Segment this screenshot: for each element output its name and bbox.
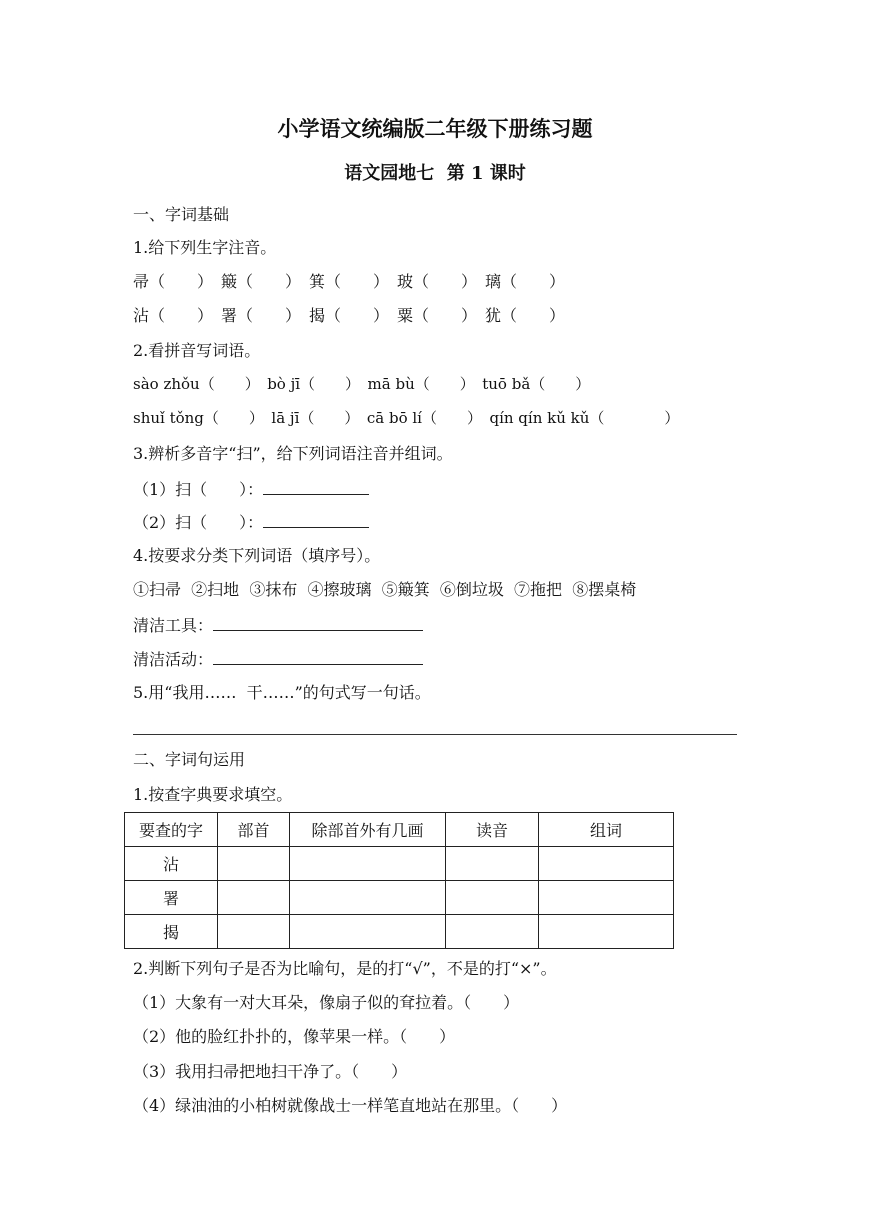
table-empty-cell[interactable]	[539, 847, 674, 881]
s2-q2-item: （3）我用扫帚把地扫干净了。（ ）	[133, 1062, 408, 1081]
page-title: 小学语文统编版二年级下册练习题	[277, 116, 593, 141]
q1-row2: 沾（ ） 署（ ） 揭（ ） 粟（ ） 犹（ ）	[133, 306, 566, 325]
q4-options: ①扫帚 ②扫地 ③抹布 ④擦玻璃 ⑤簸箕 ⑥倒垃圾 ⑦拖把 ⑧摆桌椅	[133, 580, 637, 599]
table-empty-cell[interactable]	[539, 881, 674, 915]
q3-item2-label: （2）扫（ ）：	[133, 513, 264, 532]
q3-item1-answer-line[interactable]	[263, 479, 369, 495]
q3-item2	[133, 512, 369, 533]
q3-item1	[133, 479, 369, 500]
q5-answer-line[interactable]	[133, 734, 737, 735]
table-header-cell: 部首	[218, 813, 290, 847]
table-empty-cell[interactable]	[446, 915, 539, 949]
table-char-cell: 沾	[125, 847, 218, 881]
table-row	[125, 847, 674, 881]
table-empty-cell[interactable]	[290, 847, 446, 881]
q1-row1: 帚（ ） 簸（ ） 箕（ ） 玻（ ） 璃（ ）	[133, 272, 566, 291]
q3-item1-label: （1）扫（ ）：	[133, 480, 264, 499]
table-empty-cell[interactable]	[218, 881, 290, 915]
table-header-cell: 读音	[446, 813, 539, 847]
q5-prompt: 5.用“我用…… 干……”的句式写一句话。	[133, 683, 431, 702]
page-subtitle: 语文园地七 第 1 课时	[344, 163, 526, 184]
table-header-cell: 要查的字	[125, 813, 218, 847]
q4-activities-label: 清洁活动：	[133, 650, 214, 669]
table-empty-cell[interactable]	[539, 915, 674, 949]
s2-q1-prompt: 1.按查字典要求填空。	[133, 785, 293, 804]
table-char-cell: 揭	[125, 915, 218, 949]
q4-activities-answer-line[interactable]	[213, 649, 423, 665]
q3-item2-answer-line[interactable]	[263, 512, 369, 528]
table-empty-cell[interactable]	[218, 915, 290, 949]
section1-heading: 一、字词基础	[133, 205, 230, 224]
dictionary-table	[124, 812, 674, 949]
q3-prompt: 3.辨析多音字“扫”，给下列词语注音并组词。	[133, 444, 453, 463]
table-row	[125, 881, 674, 915]
q4-tools-answer-line[interactable]	[213, 615, 423, 631]
section2-heading: 二、字词句运用	[133, 750, 246, 769]
s2-q2-prompt: 2.判断下列句子是否为比喻句，是的打“√”，不是的打“×”。	[133, 959, 557, 978]
q4-activities	[133, 649, 423, 670]
q1-prompt: 1.给下列生字注音。	[133, 238, 277, 257]
table-empty-cell[interactable]	[290, 915, 446, 949]
table-header-row	[125, 813, 674, 847]
q2-row1: sào zhǒu（ ） bò jī（ ） mā bù（ ） tuō bǎ（ ）	[133, 375, 591, 393]
q2-prompt: 2.看拼音写词语。	[133, 341, 261, 360]
q2-row2: shuǐ tǒng（ ） lā jī（ ） cā bō lí（ ） qín qín kǔ kǔ（ ）	[133, 409, 680, 427]
s2-q2-item: （4）绿油油的小柏树就像战士一样笔直地站在那里。（ ）	[133, 1096, 568, 1115]
table-empty-cell[interactable]	[290, 881, 446, 915]
table-header-cell: 除部首外有几画	[290, 813, 446, 847]
q4-prompt: 4.按要求分类下列词语（填序号）。	[133, 546, 381, 565]
table-char-cell: 署	[125, 881, 218, 915]
q4-tools	[133, 615, 423, 636]
table-row	[125, 915, 674, 949]
table-empty-cell[interactable]	[446, 847, 539, 881]
table-empty-cell[interactable]	[446, 881, 539, 915]
s2-q2-item: （2）他的脸红扑扑的，像苹果一样。（ ）	[133, 1027, 456, 1046]
table-header-cell: 组词	[539, 813, 674, 847]
q4-tools-label: 清洁工具：	[133, 616, 214, 635]
s2-q2-item: （1）大象有一对大耳朵，像扇子似的耷拉着。（ ）	[133, 993, 520, 1012]
table-empty-cell[interactable]	[218, 847, 290, 881]
